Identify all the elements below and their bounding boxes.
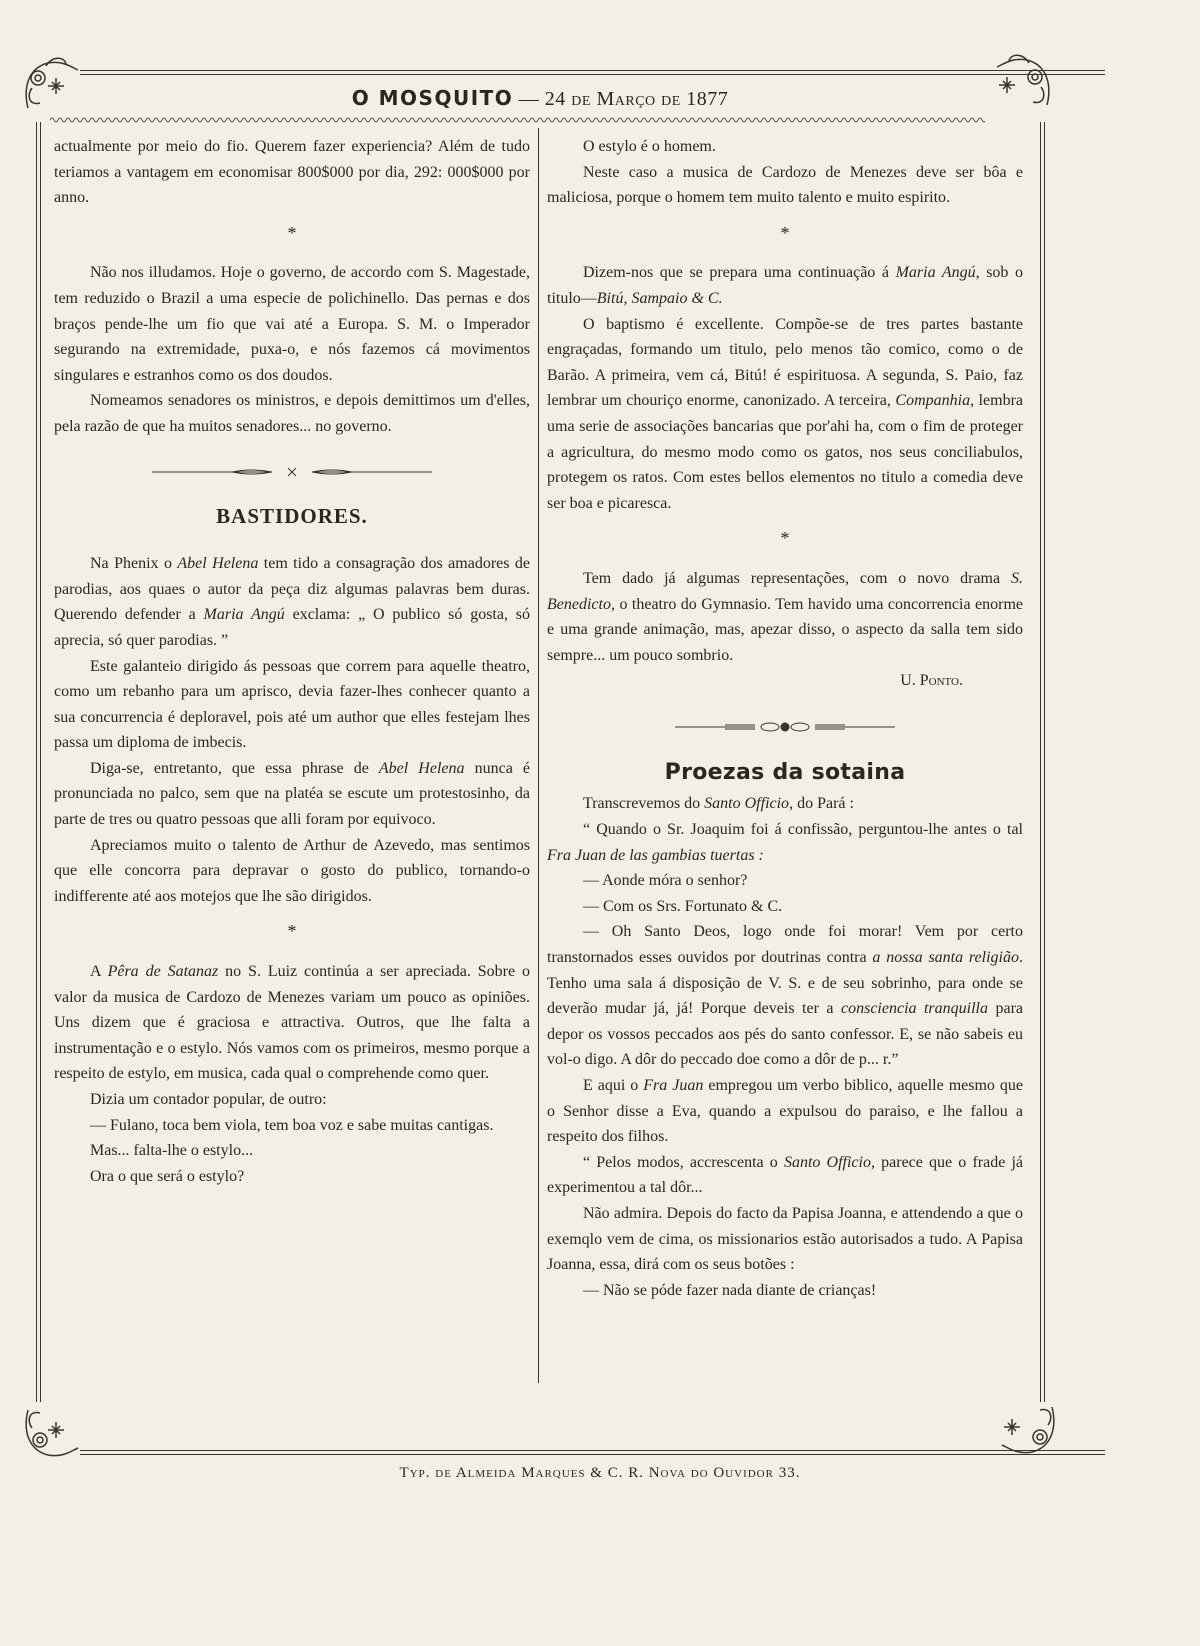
paragraph: Apreciamos muito o talento de Arthur de Azevedo, mas sentimos que elle concorra para depravar o gosto do publico, tornando-o indifferente até aos motejos que lhe são dirigidos.	[54, 836, 530, 905]
wavy-border-icon	[50, 116, 985, 124]
paragraph: “ Quando o Sr. Joaquim foi á confissão, perguntou-lhe antes o tal Fra Juan de las gambias tuertas :	[547, 821, 1023, 864]
paragraph: Neste caso a musica de Cardozo de Menezes deve ser bôa e maliciosa, porque o homem tem muito talento e muito espirito.	[547, 163, 1023, 207]
decorative-rule-icon	[675, 720, 895, 734]
paragraph: Mas... falta-lhe o estylo...	[90, 1142, 254, 1160]
paragraph: Dizia um contador popular, de outro:	[90, 1091, 327, 1108]
paragraph: — Fulano, toca bem viola, tem boa voz e sabe muitas cantigas.	[90, 1116, 494, 1134]
section-star: *	[780, 528, 790, 549]
paragraph: Ora o que será o estylo?	[90, 1167, 245, 1185]
newspaper-title: O MOSQUITO	[351, 86, 514, 110]
paragraph: O estylo é o homem.	[583, 138, 716, 155]
ornamental-corner-icon	[990, 1395, 1062, 1467]
paragraph: actualmente por meio do fio. Querem fazer experiencia? Além de tudo teriamos a vantagem em economisar 800$000 por dia, 292: 000$000 por anno.	[54, 138, 530, 207]
paragraph: Tem dado já algumas representações, com o novo drama S. Benedicto, o theatro do Gymnasio. Tem havido uma concorrencia enorme e uma grande animação, mas, apezar disso, o aspecto da salla tem sido sempre... um pouco sombrio.	[547, 569, 1023, 664]
paragraph: — Não se póde fazer nada diante de crianças!	[583, 1281, 877, 1299]
column-divider	[538, 128, 539, 1383]
paragraph: Diga-se, entretanto, que essa phrase de Abel Helena nunca é pronunciada no palco, sem que na platéa se escute um protestosinho, da parte de tres ou quatro pessoas que alli foram por equivoco.	[54, 759, 531, 829]
paragraph: Nomeamos senadores os ministros, e depois demittimos um d'elles, pela razão de que ha muitos senadores... no governo.	[54, 392, 530, 435]
section-star: *	[287, 222, 297, 243]
signature: U. Ponto.	[900, 672, 963, 690]
issue-date: 24 de Março de 1877	[544, 88, 729, 110]
paragraph: “ Pelos modos, accrescenta o Santo Officio, parece que o frade já experimentou a tal dôr...	[547, 1153, 1024, 1197]
right-column	[547, 134, 1023, 1303]
printer-imprint: Typ. de Almeida Marques & C. R. Nova do Ouvidor 33.	[399, 1465, 801, 1481]
paragraph: — Com os Srs. Fortunato & C.	[583, 897, 783, 915]
frame-right-rule	[1040, 122, 1045, 1402]
paragraph: Não admira. Depois do facto da Papisa Joanna, e attendendo a que o exemqlo vem de cima, os missionarios estão autorisados a tudo. A Papisa Joanna, essa, dirá com os seus botões :	[547, 1204, 1023, 1274]
paragraph: Na Phenix o Abel Helena tem tido a consagração dos amadores de parodias, aos quaes o autor da peça diz algumas palavras bem duras. Querendo defender a Maria Angú exclama: „ O publico só gosta, só aprecia, só quer parodias. ”	[54, 555, 530, 649]
frame-top-rule	[80, 70, 1105, 75]
ornamental-corner-icon	[985, 45, 1057, 117]
masthead-dash: —	[513, 88, 545, 110]
ornamental-corner-icon	[18, 48, 90, 120]
paragraph: Dizem-nos que se prepara uma continuação á Maria Angú, sob o titulo—Bitú, Sampaio & C.	[547, 264, 1023, 307]
section-heading-bastidores: BASTIDORES.	[216, 503, 368, 528]
paragraph: E aqui o Fra Juan empregou um verbo biblico, aquelle mesmo que o Senhor disse a Eva, quando a expulsou do paraiso, e lhe fallou a respeito dos filhos.	[547, 1077, 1024, 1146]
paragraph: Não nos illudamos. Hoje o governo, de accordo com S. Magestade, tem reduzido o Brazil a uma especie de polichinello. Das pernas e dos braços pende-lhe um fio que vai até a Europa. S. M. o Imperador segurando na extremidade, puxa-o, e nós fazemos cá movimentos singulares e estranhos como os dos doudos.	[54, 264, 530, 384]
paragraph: Transcrevemos do Santo Officio, do Pará :	[583, 795, 854, 813]
ornamental-corner-icon	[18, 1398, 90, 1470]
frame-bottom-rule	[80, 1450, 1105, 1455]
section-heading-proezas: Proezas da sotaina	[664, 759, 906, 785]
paragraph: Este galanteio dirigido ás pessoas que correm para aquelle theatro, como um rebanho para um aprisco, devia fazer-lhes conhecer quanto a sua concurrencia é deploravel, pois até um author que elles festejam lhes passa um diploma de imbecis.	[54, 657, 530, 752]
left-column	[54, 134, 530, 1189]
decorative-rule-icon	[152, 466, 432, 478]
paragraph: — Aonde móra o senhor?	[583, 872, 748, 890]
frame-left-rule	[36, 122, 41, 1402]
paragraph: A Pêra de Satanaz no S. Luiz continúa a ser apreciada. Sobre o valor da musica de Cardozo de Menezes variam um pouco as opiniões. Uns dizem que é graciosa e attractiva. Outros, que lhe falta a instrumentação e o estylo. Nós vamos com os primeiros, mesmo porque a respeito de estylo, em musica, cada qual o comprehende como quer.	[54, 963, 531, 1083]
paragraph: — Oh Santo Deos, logo onde foi morar! Vem por certo transtornados esses ouvidos por doutrinas contra a nossa santa religião. Tenho uma sala á disposição de V. S. e de seu sobrinho, para onde se deverão mudar já, já! Porque deveis ter a consciencia tranquilla para depor os vossos peccados aos pés do santo confessor. E, se não sabeis eu vol-o digo. A dôr do peccado doe como a dôr de p... r.”	[547, 923, 1024, 1069]
masthead	[90, 86, 990, 111]
section-star: *	[287, 921, 297, 942]
section-star: *	[780, 222, 790, 243]
paragraph: O baptismo é excellente. Compõe-se de tres partes bastante engraçadas, formando um titulo, pelo menos tão comico, como o de Barão. A primeira, vem cá, Bitú! é espirituosa. A segunda, S. Paio, faz lembrar um chouriço enorme, canonizado. A terceira, Companhia, lembra uma serie de associações bancarias que por'ahi ha, com o fim de proteger a agricultura, do mesmo modo como os gatos, nos seus conciliabulos, protegem os ratos. Com estes bellos elementos no titulo a comedia deve ser boa e picaresca.	[547, 315, 1024, 512]
